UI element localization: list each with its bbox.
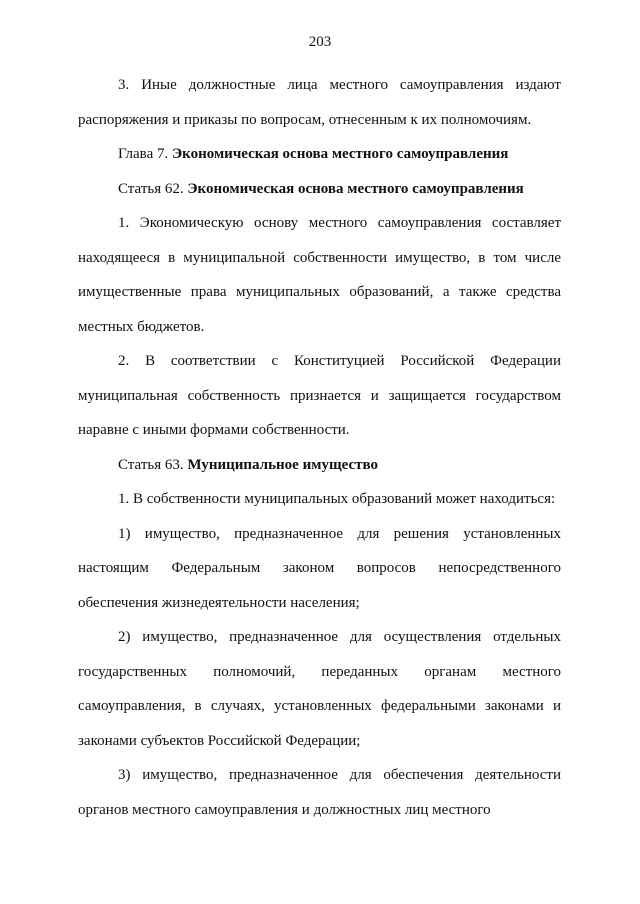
page-number: 203 xyxy=(308,34,332,50)
article-63-title: Муниципальное имущество xyxy=(187,456,378,473)
paragraph-item-3: 3) имущество, предназначенное для обеспечения деятельности органов местного самоуправления и должностных лиц местного xyxy=(78,767,561,818)
paragraph-constitution: 2. В соответствии с Конституцией Российской Федерации муниципальная собственность признается и защищается государством наравне с иными формами собственности. xyxy=(78,353,561,438)
paragraph-officials-orders: 3. Иные должностные лица местного самоуправления издают распоряжения и приказы по вопросам, отнесенным к их полномочиям. xyxy=(78,77,561,128)
article-63-prefix: Статья 63. xyxy=(118,456,188,473)
paragraph-item-1: 1) имущество, предназначенное для решения установленных настоящим Федеральным законом вопросов непосредственного обеспечения жизнедеятельности населения; xyxy=(78,525,561,611)
article-62-heading xyxy=(78,172,561,207)
paragraph-economic-basis: 1. Экономическую основу местного самоуправления составляет находящееся в муниципальной собственности имущество, в том числе имущественные права муниципальных образований, а также средства местных бюджетов. xyxy=(78,215,561,335)
chapter-7-heading xyxy=(78,137,561,172)
article-62-prefix: Статья 62. xyxy=(118,180,188,197)
paragraph-municipal-property: 1. В собственности муниципальных образований может находиться: xyxy=(118,491,556,507)
document-body xyxy=(78,68,561,827)
article-63-heading xyxy=(78,448,561,483)
chapter-7-title: Экономическая основа местного самоуправления xyxy=(171,146,509,162)
paragraph-item-2: 2) имущество, предназначенное для осуществления отдельных государственных полномочий, переданных органам местного самоуправления, в случаях, установленных федеральными законами и законами субъектов Российской Федерации; xyxy=(78,629,561,749)
chapter-7-prefix: Глава 7. xyxy=(118,146,172,162)
article-62-title: Экономическая основа местного самоуправления xyxy=(187,180,524,197)
